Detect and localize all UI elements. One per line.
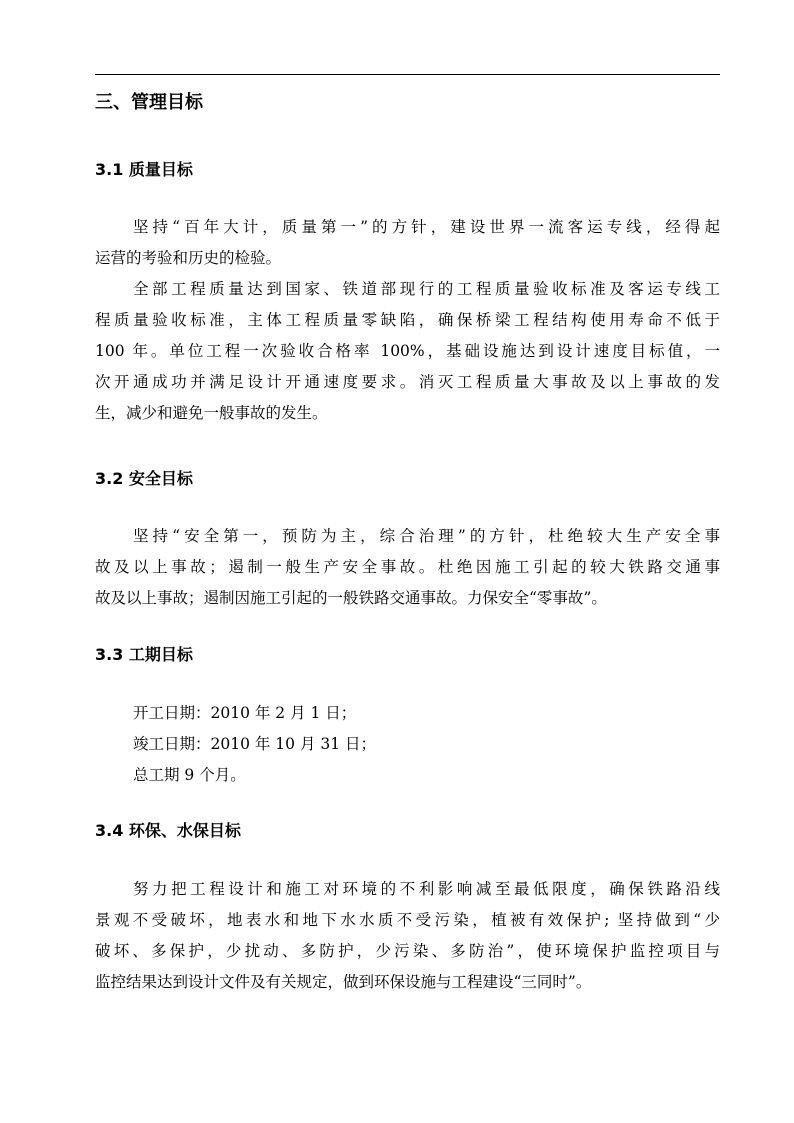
text-line: 生，减少和避免一般事故的发生。 xyxy=(95,404,328,422)
safety-paragraph xyxy=(95,521,720,614)
section-title-safety: 3.2 安全目标 xyxy=(95,469,193,488)
completion-date-line: 竣工日期：2010 年 10 月 31 日； xyxy=(133,735,377,753)
environment-paragraph xyxy=(95,874,720,998)
text-line: 努力把工程设计和施工对环境的不利影响减至最低限度，确保铁路沿线 xyxy=(133,880,720,898)
text-line: 全部工程质量达到国家、铁道部现行的工程质量验收标准及客运专线工 xyxy=(133,280,720,298)
text-line: 坚持“百年大计，质量第一”的方针，建设世界一流客运专线，经得起 xyxy=(133,218,720,236)
text-line: 运营的考验和历史的检验。 xyxy=(95,249,282,267)
header-rule xyxy=(95,74,720,75)
text-line: 故及以上事故；遏制因施工引起的一般铁路交通事故。力保安全“零事故”。 xyxy=(95,589,607,607)
chapter-heading: 三、管理目标 xyxy=(95,92,203,113)
text-line: 坚持“安全第一，预防为主，综合治理”的方针，杜绝较大生产安全事 xyxy=(133,527,720,545)
text-line: 程质量验收标准，主体工程质量零缺陷，确保桥梁工程结构使用寿命不低于 xyxy=(95,311,720,329)
text-line: 100 年。单位工程一次验收合格率 100%，基础设施达到设计速度目标值，一 xyxy=(95,342,720,360)
text-line: 监控结果达到设计文件及有关规定，做到环保设施与工程建设“三同时”。 xyxy=(95,973,592,991)
section-title-environment: 3.4 环保、水保目标 xyxy=(95,821,241,840)
quality-paragraph-2 xyxy=(95,274,720,429)
section-title-quality: 3.1 质量目标 xyxy=(95,160,193,179)
text-line: 故及以上事故；遏制一般生产安全事故。杜绝因施工引起的较大铁路交通事 xyxy=(95,558,720,576)
text-line: 次开通成功并满足设计开通速度要求。消灭工程质量大事故及以上事故的发 xyxy=(95,373,720,391)
section-title-schedule: 3.3 工期目标 xyxy=(95,645,193,664)
total-duration-line: 总工期 9 个月。 xyxy=(133,766,246,784)
quality-paragraph-1 xyxy=(95,212,720,274)
start-date-line: 开工日期：2010 年 2 月 1 日； xyxy=(133,704,357,722)
text-line: 景观不受破坏，地表水和地下水水质不受污染，植被有效保护; 坚持做到“少 xyxy=(95,911,720,929)
schedule-list xyxy=(95,698,720,791)
text-line: 破坏、多保护，少扰动、多防护，少污染、多防治”，使环境保护监控项目与 xyxy=(95,942,720,960)
